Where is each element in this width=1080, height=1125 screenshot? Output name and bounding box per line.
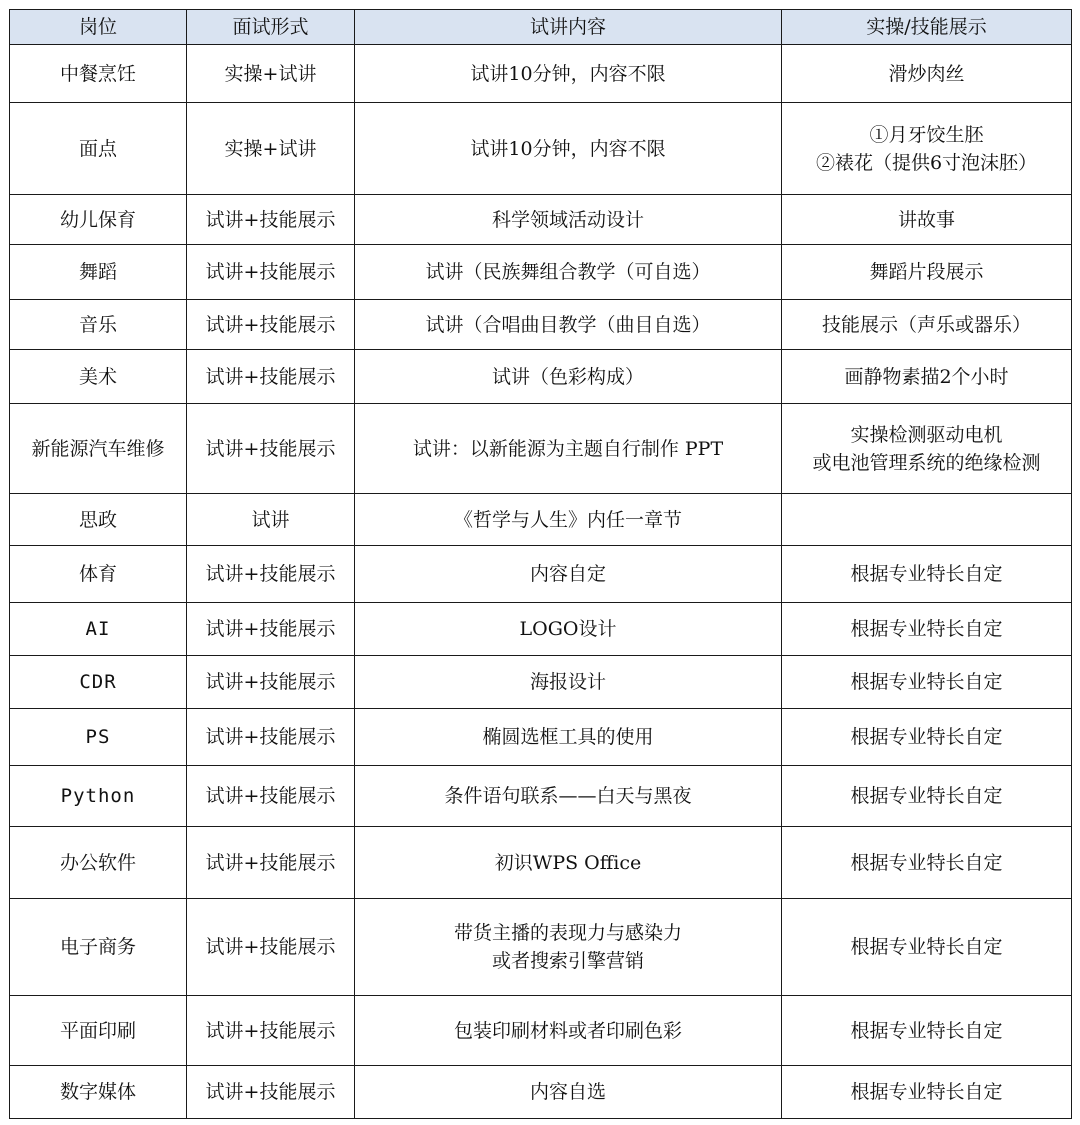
cell-skill <box>782 245 1072 300</box>
cell-skill <box>782 404 1072 494</box>
cell-content-line: 科学领域活动设计 <box>491 208 644 231</box>
cell-position: 办公软件 <box>10 827 187 899</box>
cell-position: 美术 <box>10 350 187 404</box>
cell-format: 试讲+技能展示 <box>187 546 355 603</box>
cell-format: 实操+试讲 <box>187 103 355 195</box>
cell-format: 试讲+技能展示 <box>187 766 355 827</box>
header-skill: 实操/技能展示 <box>782 10 1072 45</box>
header-position: 岗位 <box>10 10 187 45</box>
table-row <box>10 709 1072 766</box>
table-row <box>10 245 1072 300</box>
cell-format: 试讲+技能展示 <box>187 1066 355 1119</box>
cell-content-line: LOGO设计 <box>519 618 617 640</box>
cell-content <box>355 827 782 899</box>
cell-content <box>355 656 782 709</box>
cell-format: 试讲+技能展示 <box>187 350 355 404</box>
table-row <box>10 603 1072 656</box>
cell-skill <box>782 899 1072 996</box>
table-row <box>10 766 1072 827</box>
cell-position: 平面印刷 <box>10 996 187 1066</box>
cell-content <box>355 195 782 245</box>
cell-content-line: 海报设计 <box>529 671 606 693</box>
cell-skill <box>782 709 1072 766</box>
cell-skill-line: 根据专业特长自定 <box>850 1019 1003 1042</box>
cell-skill-line: 舞蹈片段展示 <box>869 261 984 283</box>
cell-content <box>355 300 782 350</box>
header-row <box>10 10 1072 45</box>
cell-skill <box>782 494 1072 546</box>
cell-skill-line: 讲故事 <box>897 208 955 231</box>
table-row <box>10 827 1072 899</box>
cell-content <box>355 103 782 195</box>
cell-content-line: 内容自选 <box>529 1081 606 1103</box>
cell-position: 电子商务 <box>10 899 187 996</box>
cell-content-line: 试讲（民族舞组合教学（可自选） <box>425 261 711 283</box>
cell-format: 试讲+技能展示 <box>187 245 355 300</box>
cell-skill <box>782 603 1072 656</box>
table-row <box>10 996 1072 1066</box>
cell-content-line: 试讲（合唱曲目教学（曲目自选） <box>425 313 711 336</box>
cell-content-line: 或者搜索引擎营销 <box>491 950 644 972</box>
table-row <box>10 350 1072 404</box>
cell-position: 思政 <box>10 494 187 546</box>
cell-content-line: 内容自定 <box>529 563 606 585</box>
interview-table <box>9 9 1072 1119</box>
cell-content-line: 椭圆选框工具的使用 <box>482 726 654 748</box>
cell-content-line: 初识WPS Office <box>494 851 642 874</box>
cell-content-line: 包装印刷材料或者印刷色彩 <box>453 1019 682 1042</box>
cell-skill-line: 滑炒肉丝 <box>888 62 965 85</box>
cell-skill <box>782 45 1072 103</box>
cell-format: 试讲+技能展示 <box>187 300 355 350</box>
cell-skill <box>782 103 1072 195</box>
cell-position: 数字媒体 <box>10 1066 187 1119</box>
table-row <box>10 404 1072 494</box>
cell-content-line: 条件语句联系——白天与黑夜 <box>444 785 692 807</box>
cell-content <box>355 766 782 827</box>
cell-content <box>355 350 782 404</box>
cell-content-line: 试讲：以新能源为主题自行制作 PPT <box>412 437 724 460</box>
cell-content-line: 试讲10分钟，内容不限 <box>470 62 666 85</box>
cell-content-line: 带货主播的表现力与感染力 <box>453 922 682 944</box>
cell-skill-line: 根据专业特长自定 <box>850 563 1003 585</box>
cell-skill <box>782 195 1072 245</box>
cell-skill <box>782 766 1072 827</box>
cell-position: 舞蹈 <box>10 245 187 300</box>
cell-position: PS <box>10 709 187 766</box>
cell-skill-line: 根据专业特长自定 <box>850 618 1003 640</box>
cell-content-line: 试讲（色彩构成） <box>491 365 644 388</box>
cell-content <box>355 603 782 656</box>
cell-content <box>355 404 782 494</box>
cell-content <box>355 45 782 103</box>
cell-skill-line: 根据专业特长自定 <box>850 1081 1003 1103</box>
cell-skill-line: 实操检测驱动电机 <box>850 423 1003 446</box>
cell-format: 试讲+技能展示 <box>187 603 355 656</box>
table-row <box>10 45 1072 103</box>
cell-position: 幼儿保育 <box>10 195 187 245</box>
cell-skill <box>782 827 1072 899</box>
cell-skill <box>782 656 1072 709</box>
cell-skill <box>782 350 1072 404</box>
cell-skill-line: ②裱花（提供6寸泡沫胚） <box>815 151 1038 174</box>
cell-content <box>355 709 782 766</box>
cell-skill-line: 或电池管理系统的绝缘检测 <box>812 451 1041 474</box>
cell-position: 新能源汽车维修 <box>10 404 187 494</box>
cell-skill-line: 根据专业特长自定 <box>850 726 1003 748</box>
cell-position: 中餐烹饪 <box>10 45 187 103</box>
header-format: 面试形式 <box>187 10 355 45</box>
cell-skill-line: 画静物素描2个小时 <box>844 365 1009 388</box>
cell-format: 试讲 <box>187 494 355 546</box>
cell-content <box>355 546 782 603</box>
cell-skill-line: ①月牙饺生胚 <box>869 123 984 146</box>
cell-format: 试讲+技能展示 <box>187 709 355 766</box>
cell-format: 试讲+技能展示 <box>187 899 355 996</box>
cell-content-line: 《哲学与人生》内任一章节 <box>453 508 682 531</box>
cell-position: Python <box>10 766 187 827</box>
table-row <box>10 494 1072 546</box>
cell-format: 试讲+技能展示 <box>187 195 355 245</box>
cell-format: 实操+试讲 <box>187 45 355 103</box>
cell-content-line: 试讲10分钟，内容不限 <box>470 137 666 160</box>
cell-skill <box>782 996 1072 1066</box>
cell-position: CDR <box>10 656 187 709</box>
table-row <box>10 899 1072 996</box>
cell-skill-line: 根据专业特长自定 <box>850 671 1003 693</box>
cell-skill-line: 根据专业特长自定 <box>850 785 1003 807</box>
cell-format: 试讲+技能展示 <box>187 656 355 709</box>
cell-position: 体育 <box>10 546 187 603</box>
table-row <box>10 656 1072 709</box>
cell-format: 试讲+技能展示 <box>187 827 355 899</box>
cell-skill <box>782 300 1072 350</box>
cell-content <box>355 899 782 996</box>
cell-position: 面点 <box>10 103 187 195</box>
cell-format: 试讲+技能展示 <box>187 404 355 494</box>
cell-position: 音乐 <box>10 300 187 350</box>
table-row <box>10 195 1072 245</box>
cell-content <box>355 245 782 300</box>
cell-skill <box>782 546 1072 603</box>
cell-skill-line: 根据专业特长自定 <box>850 851 1003 874</box>
cell-skill <box>782 1066 1072 1119</box>
table-row <box>10 1066 1072 1119</box>
table-row <box>10 546 1072 603</box>
cell-content <box>355 1066 782 1119</box>
cell-format: 试讲+技能展示 <box>187 996 355 1066</box>
table-row <box>10 103 1072 195</box>
cell-skill-line: 根据专业特长自定 <box>850 936 1003 958</box>
cell-content <box>355 494 782 546</box>
table-row <box>10 300 1072 350</box>
cell-skill-line: 技能展示（声乐或器乐） <box>821 313 1031 336</box>
table-body <box>10 45 1072 1119</box>
header-content: 试讲内容 <box>355 10 782 45</box>
cell-position: AI <box>10 603 187 656</box>
cell-content <box>355 996 782 1066</box>
